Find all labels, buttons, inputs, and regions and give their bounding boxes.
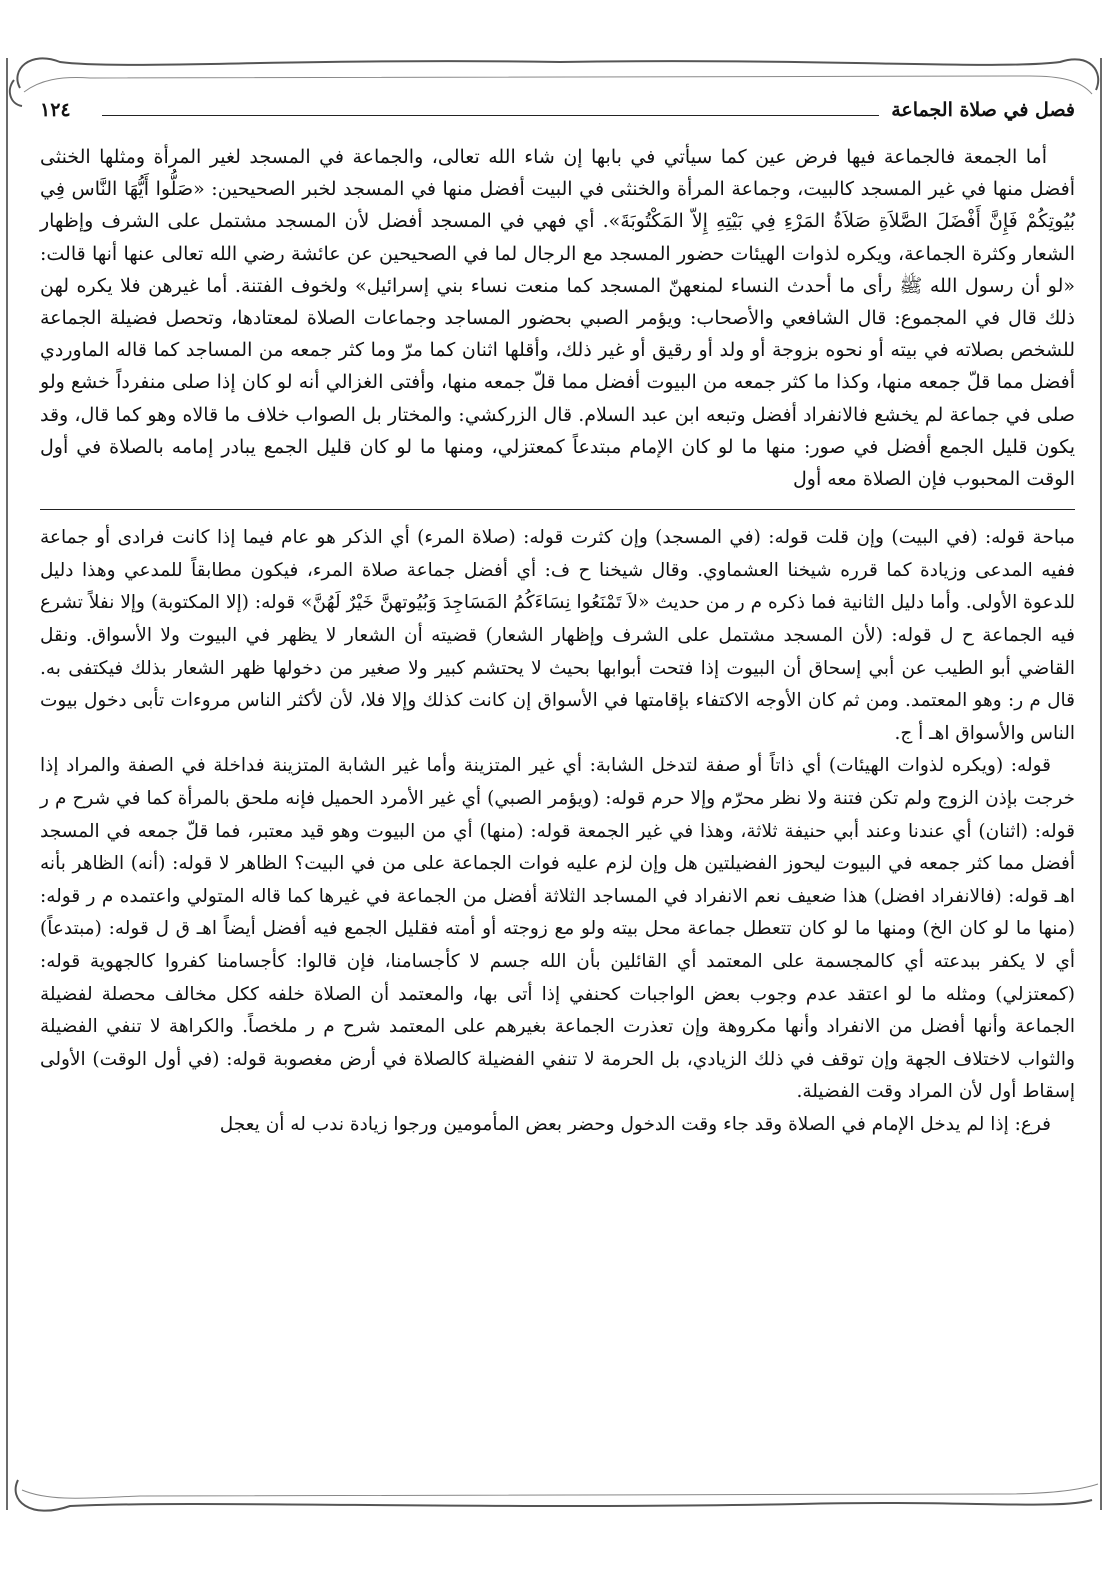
commentary-paragraph-1: مباحة قوله: (في البيت) وإن قلت قوله: (في المسجد) وإن كثرت قوله: (صلاة المرء) أي الذكر هو عام فيما إذا كانت فرادى أو جماعة ففيه المدعى وزيادة كما قرره شيخنا العشماوي. وقال شيخنا ح ف: أي أفضل جماعة صلاة المرء، فيكون مطابقاً للمدعي وهذا دليل للدعوة الأولى. وأما دليل الثانية فما ذكره م ر من حديث «لاَ تَمْنَعُوا نِسَاءَكُمُ المَسَاجِدَ وَبُيُوتهنَّ خَيْرٌ لَهُنَّ» قوله: (إلا المكتوبة) وإلا نفلاً تشرع فيه الجماعة ح ل قوله: (لأن المسجد مشتمل على الشرف وإظهار الشعار) قضيته أن الشعار لا يظهر في البيوت ولا الأسواق. ونقل القاضي أبو الطيب عن أبي إسحاق أن البيوت إذا فتحت أبوابها بحيث لا يحتشم كبير ولا صغير من دخولها ظهر الشعار بذلك فيكتفى به. قال م ر: وهو المعتمد. ومن ثم كان الأوجه الاكتفاء بإقامتها في الأسواق إن كانت كذلك وإلا فلا، لأن لأكثر الناس مروءات تأبى دخول بيوت الناس والأسواق اهـ أ ج. bbox=[40, 527, 1076, 744]
book-page bbox=[40, 95, 1075, 1535]
page-header bbox=[40, 95, 1075, 131]
commentary-paragraph-2: قوله: (ويكره لذوات الهيئات) أي ذاتاً أو صفة لتدخل الشابة: أي غير المتزينة وأما غير الشابة المتزينة فداخلة في الصفة والمراد إذا خرجت بإذن الزوج ولم تكن فتنة ولا نظر محرّم وإلا حرم قوله: (ويؤمر الصبي) أي غير الأمرد الحميل فإنه ملحق بالمرأة كما في شرح م ر قوله: (اثنان) أي عندنا وعند أبي حنيفة ثلاثة، وهذا في غير الجمعة قوله: (منها) أي من البيوت وهو قيد معتبر، فما قلّ جمعه في المسجد أفضل مما كثر جمعه في البيوت ليحوز الفضيلتين هل وإن لزم عليه فوات الجماعة على من في البيت؟ الظاهر لا قوله: (أنه) الظاهر بأنه اهـ قوله: (فالانفراد افضل) هذا ضعيف نعم الانفراد في المساجد الثلاثة أفضل من الجماعة في غيرها كما قاله المتولي واعتمده م ر قوله: (منها ما لو كان الخ) ومنها ما لو كان تتعطل جماعة محل بيته ولو مع زوجته أو أمته فقليل الجمع فيه أفضل أيضاً اهـ ق ل قوله: (مبتدعاً) أي لا يكفر ببدعته أي كالمجسمة على المعتمد أي القائلين بأن الله جسم لا كأجسامنا، فإن قالوا: كأجسامنا كفروا كالجهوية قوله: (كمعتزلي) ومثله ما لو اعتقد عدم وجوب بعض الواجبات كحنفي إذا أتى بها، والمعتمد أن الصلاة خلفه ككل مخالف محصلة لفضيلة الجماعة وأنها أفضل من الانفراد وأنها مكروهة وإن تعذرت الجماعة بغيرهم على المعتمد شرح م ر ملخصاً. والكراهة لا تنفي الفضيلة والثواب لاختلاف الجهة وإن توقف في ذلك الزيادي، بل الحرمة لا تنفي الفضيلة كالصلاة في أرض مغصوبة قوله: (في أول الوقت) الأولى إسقاط أول لأن المراد وقت الفضيلة. bbox=[40, 755, 1075, 1103]
commentary-section bbox=[40, 522, 1075, 1141]
header-rule bbox=[102, 115, 879, 116]
page-number: ١٢٤ bbox=[40, 99, 71, 121]
main-paragraph: أما الجمعة فالجماعة فيها فرض عين كما سيأتي في بابها إن شاء الله تعالى، والجماعة في المسجد لغير المرأة ومثلها الخنثى أفضل منها في غير المسجد كالبيت، وجماعة المرأة والخنثى في البيت أفضل منها في المسجد لخبر الصحيحين: «صَلُّوا أَيُّهَا النَّاس فِي بُيُوتِكُمْ فَإِنَّ أَفْضَلَ الصَّلاَةِ صَلاَةُ المَرْءِ فِي بَيْتِهِ إِلاّ المَكْتُوبَةَ». أي فهي في المسجد أفضل لأن المسجد مشتمل على الشرف وإظهار الشعار وكثرة الجماعة، ويكره لذوات الهيئات حضور المسجد مع الرجال لما في الصحيحين عن عائشة رضي الله تعالى عنها أنها قالت: «لو أن رسول الله ﷺ رأى ما أحدث النساء لمنعهنّ المسجد كما منعت نساء بني إسرائيل» ولخوف الفتنة. أما غيرهن فلا يكره لهن ذلك قال في المجموع: قال الشافعي والأصحاب: ويؤمر الصبي بحضور المساجد وجماعات الصلاة لمعتادها، وتحصل فضيلة الجماعة للشخص بصلاته في بيته أو نحوه بزوجة أو ولد أو رقيق أو غير ذلك، وأقلها اثنان كما مرّ وما كثر جمعه من المساجد كما قاله الماوردي أفضل مما قلّ جمعه منها، وكذا ما كثر جمعه من البيوت أفضل مما قلّ جمعه منها، وأفتى الغزالي أنه لو كان إذا صلى منفرداً خشع ولو صلى في جماعة لم يخشع فالانفراد أفضل وتبعه ابن عبد السلام. قال الزركشي: والمختار بل الصواب خلاف ما قالاه وهو كما قال، وقد يكون قليل الجمع أفضل في صور: منها ما لو كان الإمام مبتدعاً كمعتزلي، ومنها ما لو كان قليل الجمع يبادر إمامه بالصلاة في أول الوقت المحبوب فإن الصلاة معه أول bbox=[40, 146, 1075, 491]
commentary-paragraph-3: فرع: إذا لم يدخل الإمام في الصلاة وقد جاء وقت الدخول وحضر بعض المأمومين ورجوا زيادة ندب له أن يعجل bbox=[219, 1113, 1051, 1135]
chapter-title: فصل في صلاة الجماعة bbox=[891, 99, 1075, 121]
footnote-separator bbox=[40, 509, 1075, 510]
